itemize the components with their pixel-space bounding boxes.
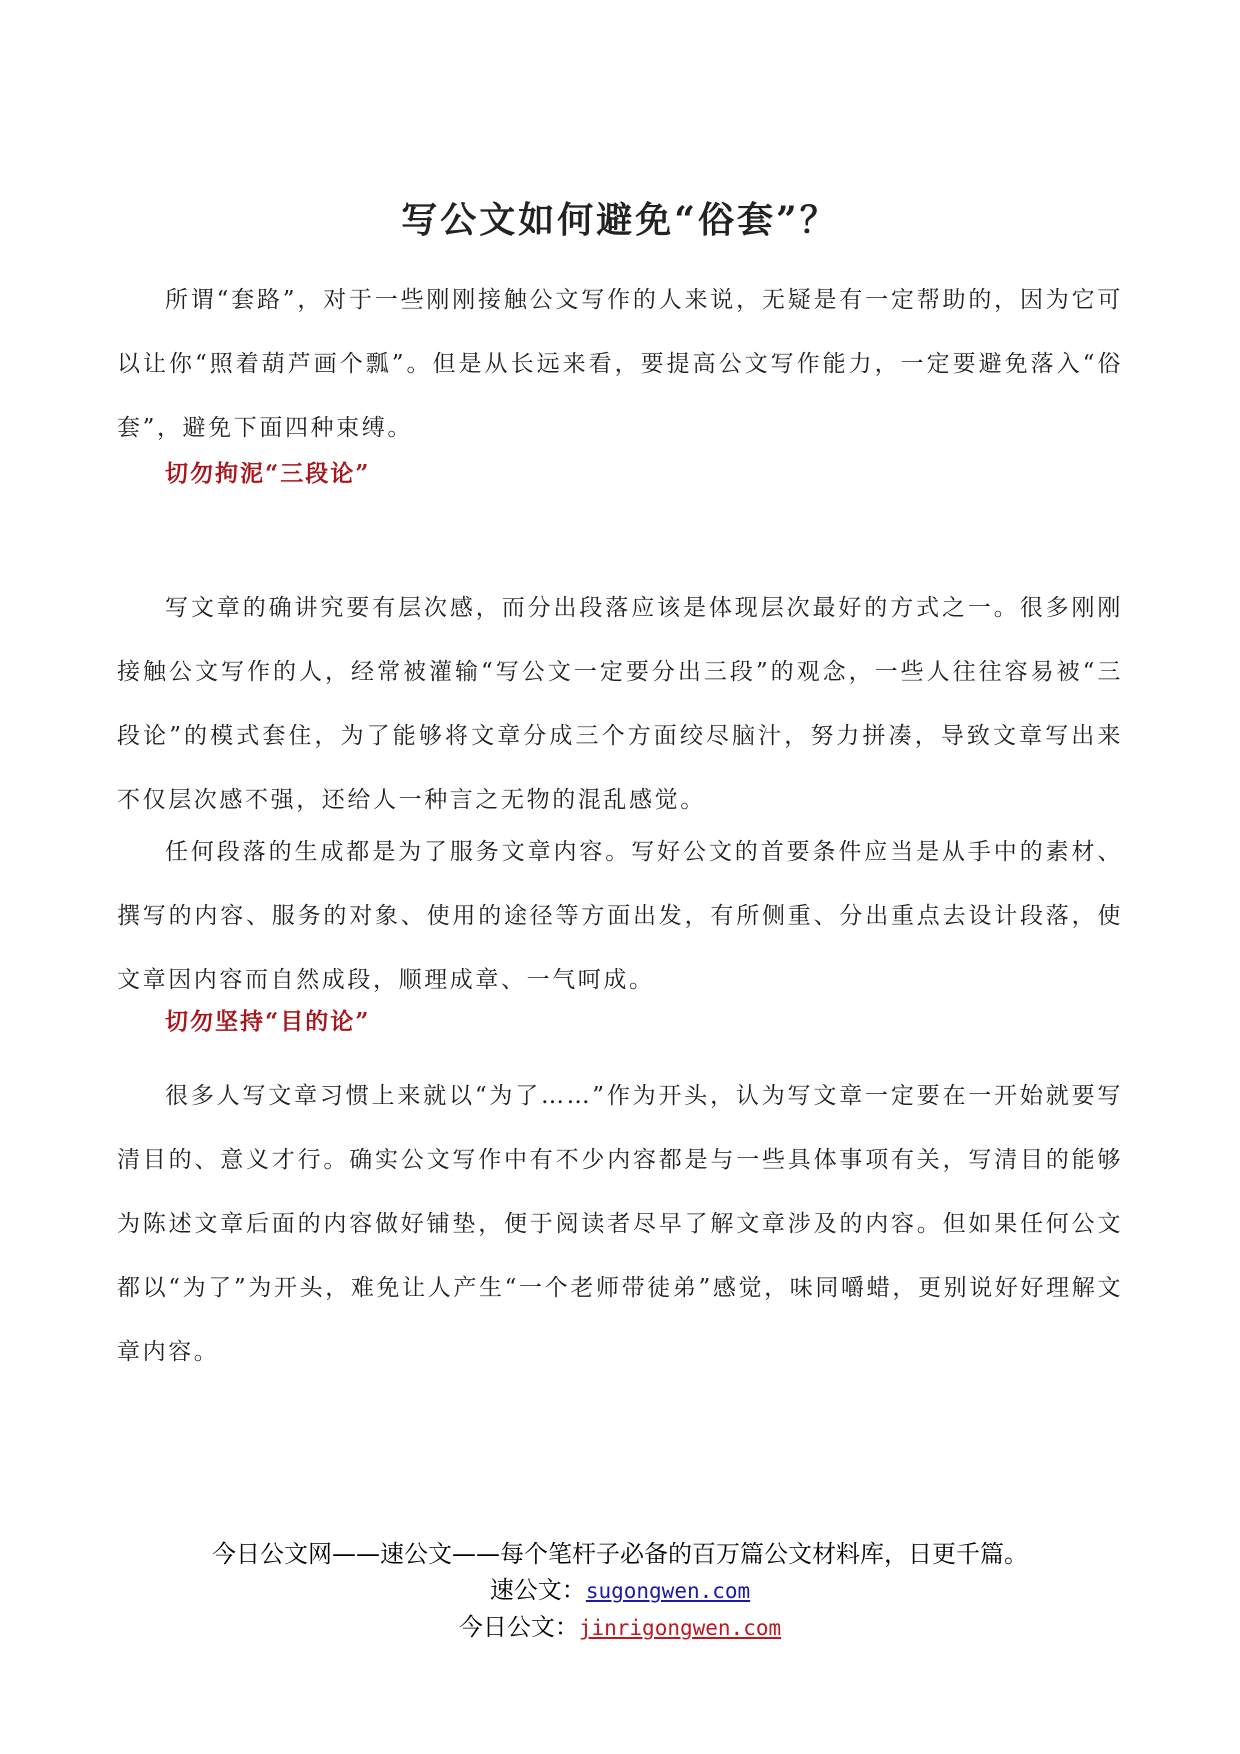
footer-tagline: 今日公文网——速公文——每个笔杆子必备的百万篇公文材料库，日更千篇。 (212, 1540, 1028, 1568)
sugongwen-link[interactable]: sugongwen.com (585, 1579, 751, 1603)
document-title: 写公文如何避免“俗套”？ (401, 199, 839, 241)
footer-link-label: 今日公文： (458, 1613, 579, 1641)
site-footer (0, 1536, 1240, 1646)
section-1-paragraph-2: 任何段落的生成都是为了服务文章内容。写好公文的首要条件应当是从手中的素材、撰写的内容、服务的对象、使用的途径等方面出发，有所侧重、分出重点去设计段落，使文章因内容而自然成段，顺理成章、一气呵成。 (117, 839, 1123, 993)
footer-link-row-jinrigongwen (0, 1609, 1240, 1646)
section-heading-purpose: 切勿坚持“目的论” (165, 1008, 371, 1035)
jinrigongwen-link[interactable]: jinrigongwen.com (578, 1616, 782, 1640)
section-heading-three-part: 切勿拘泥“三段论” (165, 460, 371, 487)
section-1-paragraph-1: 写文章的确讲究要有层次感，而分出段落应该是体现层次最好的方式之一。很多刚刚接触公文写作的人，经常被灌输“写公文一定要分出三段”的观念，一些人往往容易被“三段论”的模式套住，为了能够将文章分成三个方面绞尽脑汁，努力拼凑，导致文章写出来不仅层次感不强，还给人一种言之无物的混乱感觉。 (117, 595, 1123, 813)
section-2-paragraph-1: 很多人写文章习惯上来就以“为了……”作为开头，认为写文章一定要在一开始就要写清目的、意义才行。确实公文写作中有不少内容都是与一些具体事项有关，写清目的能够为陈述文章后面的内容做好铺垫，便于阅读者尽早了解文章涉及的内容。但如果任何公文都以“为了”为开头，难免让人产生“一个老师带徒弟”感觉，味同嚼蜡，更别说好好理解文章内容。 (117, 1083, 1123, 1365)
footer-link-row-sugongwen (0, 1572, 1240, 1609)
intro-paragraph: 所谓“套路”，对于一些刚刚接触公文写作的人来说，无疑是有一定帮助的，因为它可以让你“照着葫芦画个瓢”。但是从长远来看，要提高公文写作能力，一定要避免落入“俗套”，避免下面四种束缚。 (117, 287, 1123, 441)
footer-link-label: 速公文： (489, 1576, 586, 1604)
